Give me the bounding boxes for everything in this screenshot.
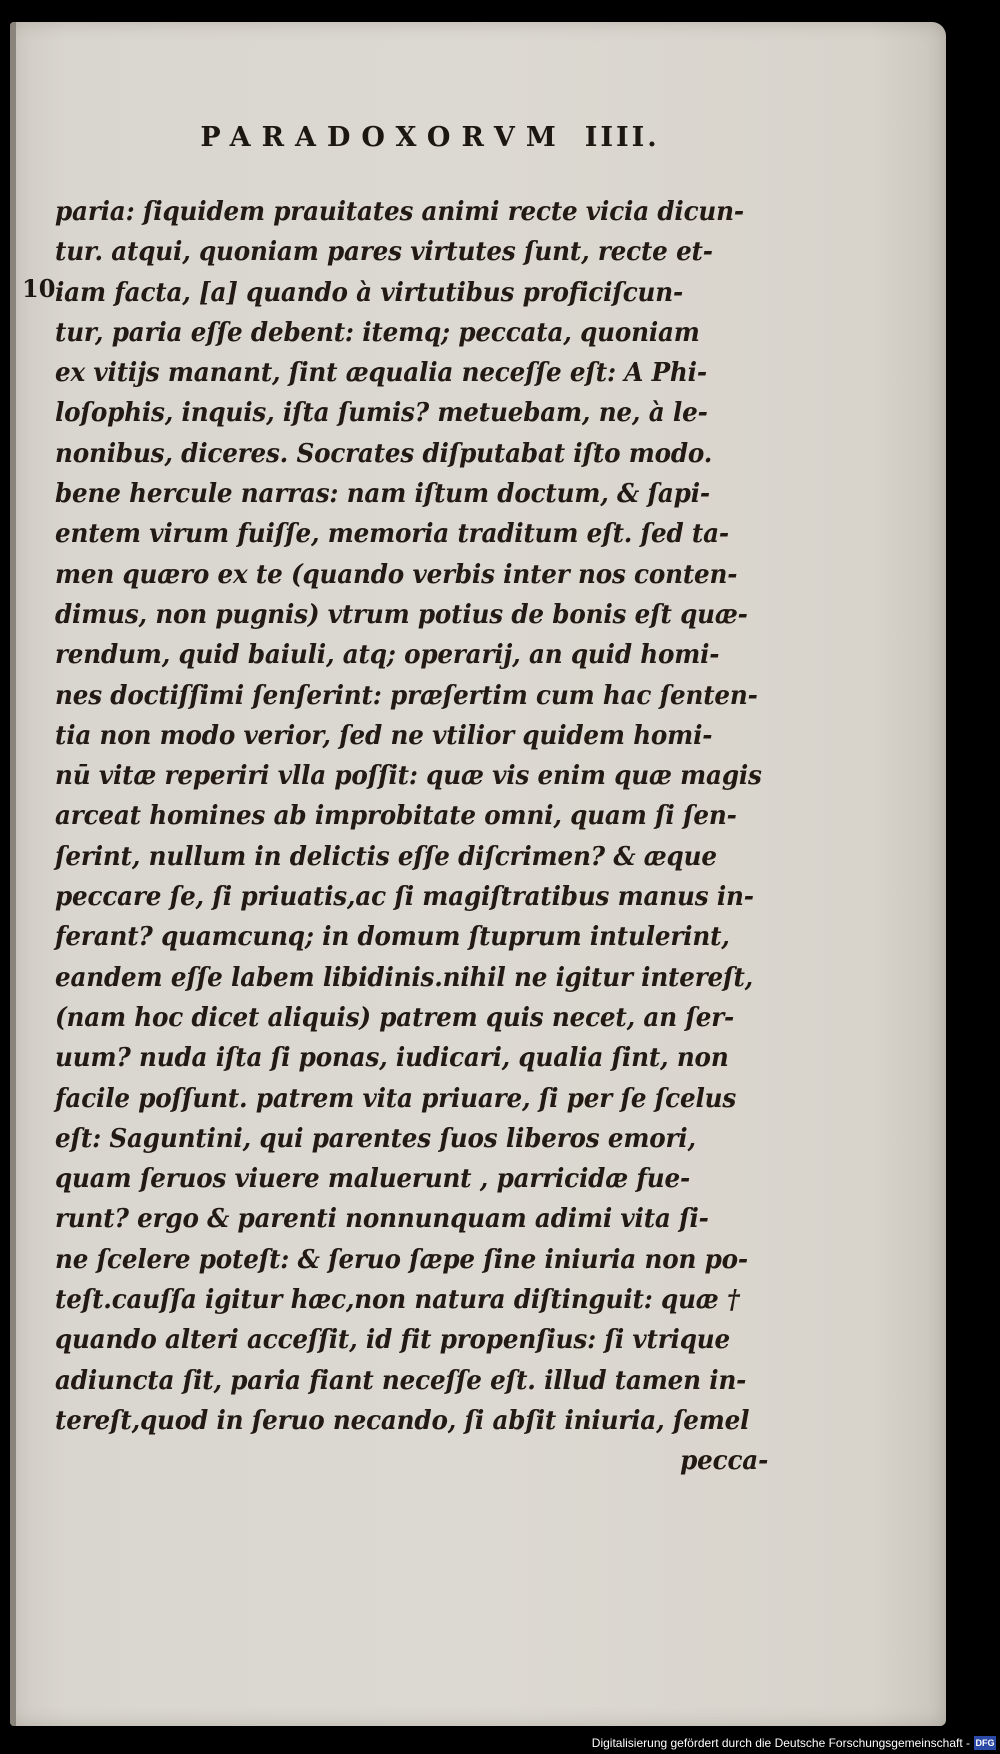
text-line: ex vitijs manant, ſint æqualia neceſſe eſt: A Phi- bbox=[55, 357, 707, 389]
text-line: teſt.cauſſa igitur hæc,non natura diſtinguit: quæ † bbox=[55, 1284, 740, 1316]
text-line: tia non modo verior, ſed ne vtilior quidem homi- bbox=[55, 719, 713, 751]
text-line: eandem eſſe labem libidinis.nihil ne igitur intereſt, bbox=[55, 961, 754, 993]
text-line: entem virum fuiſſe, memoria traditum eſt. ſed ta- bbox=[55, 518, 729, 550]
text-line: men quæro ex te (quando verbis inter nos conten- bbox=[55, 558, 738, 590]
dfg-logo: DFG bbox=[975, 1738, 995, 1748]
text-line: quam ſeruos viuere maluerunt , parricidæ fue- bbox=[55, 1163, 691, 1195]
text-line: ne ſcelere poteſt: & ſeruo ſæpe ſine iniuria non po- bbox=[55, 1243, 748, 1275]
text-line: tereſt,quod in ſeruo necando, ſi abſit iniuria, ſemel bbox=[55, 1404, 750, 1436]
text-line: quando alteri acceſſit, id fit propenſius: ſi vtrique bbox=[55, 1324, 730, 1356]
running-head-title: PARADOXORVM bbox=[200, 122, 567, 153]
text-block bbox=[55, 192, 770, 1482]
folio-number: IIII. bbox=[584, 122, 660, 153]
text-line: tur, paria eſſe debent: itemq; peccata, quoniam bbox=[55, 316, 700, 348]
text-line: nū vitæ reperiri vlla poſſit: quæ vis enim quæ magis bbox=[55, 760, 762, 792]
text-line: ſerint, nullum in delictis eſſe diſcrimen? & æque bbox=[55, 840, 717, 872]
text-line: ferant? quamcunq; in domum ſtuprum intulerint, bbox=[55, 921, 730, 953]
text-line: arceat homines ab improbitate omni, quam ſi ſen- bbox=[55, 800, 737, 832]
text-line: nonibus, diceres. Socrates diſputabat iſto modo. bbox=[55, 437, 713, 469]
text-line: nes doctiſſimi ſenſerint: præſertim cum hac ſenten- bbox=[55, 679, 758, 711]
text-line: paria: ſiquidem prauitates animi recte vicia dicun- bbox=[55, 196, 744, 227]
text-line: facile poſſunt. patrem vita priuare, ſi per ſe ſcelus bbox=[55, 1082, 737, 1114]
text-line: tur. atqui, quoniam pares virtutes ſunt, recte et- bbox=[55, 236, 713, 268]
text-line: runt? ergo & parenti nonnunquam adimi vita ſi- bbox=[55, 1203, 709, 1235]
running-head bbox=[130, 122, 730, 153]
text-line: uum? nuda iſta ſi ponas, iudicari, qualia ſint, non bbox=[55, 1042, 729, 1074]
text-line: bene hercule narras: nam iſtum doctum, & ſapi- bbox=[55, 478, 710, 510]
margin-note: 10. bbox=[22, 274, 64, 303]
text-line: rendum, quid baiuli, atq; operarij, an quid homi- bbox=[55, 639, 720, 671]
text-line: dimus, non pugnis) vtrum potius de bonis eſt quæ- bbox=[55, 598, 748, 630]
text-line: iam facta, [a] quando à virtutibus proficiſcun- bbox=[55, 276, 684, 308]
text-line: adiuncta ſit, paria fiant neceſſe eſt. illud tamen in- bbox=[55, 1364, 747, 1396]
footer-bar bbox=[0, 1728, 1000, 1754]
text-line: eſt: Saguntini, qui parentes ſuos liberos emori, bbox=[55, 1122, 696, 1154]
catchword: pecca- bbox=[680, 1445, 769, 1477]
text-line: (nam hoc dicet aliquis) patrem quis necet, an ſer- bbox=[55, 1001, 735, 1033]
text-line: loſophis, inquis, iſta ſumis? metuebam, ne, à le- bbox=[55, 397, 708, 429]
text-line: peccare ſe, ſi priuatis,ac ſi magiſtratibus manus in- bbox=[55, 881, 754, 913]
book-page bbox=[10, 22, 946, 1726]
funding-credit: Digitalisierung gefördert durch die Deutsche Forschungsgemeinschaft - bbox=[591, 1736, 970, 1750]
